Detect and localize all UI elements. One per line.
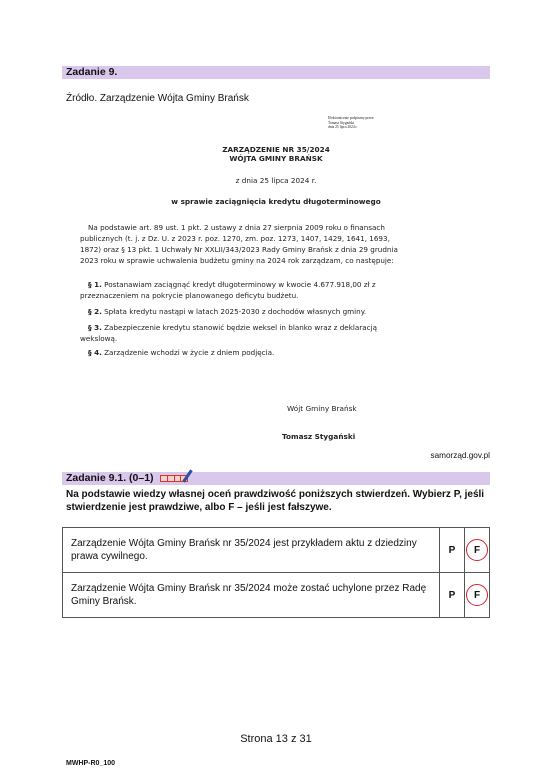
- decree-paragraph: [80, 322, 410, 344]
- electronic-signature-note: [328, 116, 374, 130]
- option-f[interactable]: [465, 573, 490, 618]
- signer-role: Wójt Gminy Brańsk: [287, 404, 357, 413]
- paragraph-text: Postanawiam zaciągnąć kredyt długoterminowy w kwocie 4.677.918,00 zł z przeznaczeniem na pokrycie planowanego deficytu budżetu.: [80, 280, 376, 300]
- subtask-instruction: Na podstawie wiedzy własnej oceń prawdziwość poniższych stwierdzeń. Wybierz P, jeśli stwierdzenie jest prawdziwe, albo F – jeśli jest fałszywe.: [66, 489, 485, 513]
- option-p[interactable]: [440, 573, 465, 618]
- decree-paragraph: [80, 306, 410, 317]
- statement-cell: Zarządzenie Wójta Gminy Brańsk nr 35/2024 jest przykładem aktu z dziedziny prawa cywilnego.: [63, 528, 440, 573]
- paragraph-mark: § 1.: [88, 280, 102, 289]
- decree-issuer: WÓJTA GMINY BRAŃSK: [229, 154, 323, 163]
- exam-code: MWHP-R0_100: [66, 760, 116, 767]
- paragraph-text: Spłata kredytu nastąpi w latach 2025-2030 z dochodów własnych gminy.: [104, 307, 367, 316]
- decree-subject: w sprawie zaciągnięcia kredytu długoterminowego: [171, 197, 381, 206]
- paragraph-text: Zarządzenie wchodzi w życie z dniem podjęcia.: [104, 348, 275, 357]
- option-p-label: P: [448, 589, 456, 601]
- source-credit: samorząd.gov.pl: [430, 451, 490, 460]
- signature-note-line: Elektronicznie podpisany przez:: [328, 116, 375, 120]
- paragraph-mark: § 2.: [88, 307, 102, 316]
- task-title: Zadanie 9.: [66, 66, 118, 78]
- selected-circle-icon: [466, 539, 488, 561]
- decree-preamble: Na podstawie art. 89 ust. 1 pkt. 2 ustawy z dnia 27 sierpnia 2009 roku o finansach publicznych (t. j. z Dz. U. z 2023 r. poz. 1270, zm. poz. 1273, 1407, 1429, 1641, 1693, 1872) oraz § 13 pkt. 1 Uchwały Nr XXLII/343/2023 Rady Gminy Brańsk z dnia 29 grudnia 2023 roku w sprawie uchwalenia budżetu gminy na 2024 rok zarządzam, co następuje:: [80, 223, 398, 265]
- paragraph-mark: § 4.: [88, 348, 102, 357]
- decree-date: z dnia 25 lipca 2024 r.: [235, 176, 317, 185]
- subtask-title: Zadanie 9.1. (0–1): [66, 472, 154, 484]
- true-false-table: [62, 527, 490, 618]
- selected-circle-icon: [466, 584, 488, 606]
- signature-note-line: dnia 25 lipca 2024 r.: [328, 125, 358, 130]
- option-f-label: F: [473, 590, 481, 601]
- signature-note-line: Tomasz Stygański: [328, 120, 355, 125]
- decree-paragraph: [80, 279, 410, 301]
- option-f[interactable]: [465, 528, 490, 573]
- option-f-label: F: [473, 545, 481, 556]
- page-number: Strona 13 z 31: [240, 733, 312, 745]
- source-line: Źródło. Zarządzenie Wójta Gminy Brańsk: [66, 93, 249, 104]
- decree-paragraph: [80, 347, 410, 358]
- decree-title: ZARZĄDZENIE NR 35/2024: [222, 145, 330, 154]
- table-row: [63, 573, 490, 618]
- task-header-bar: [62, 66, 490, 79]
- statement-cell: Zarządzenie Wójta Gminy Brańsk nr 35/2024 może zostać uchylone przez Radę Gminy Brańsk.: [63, 573, 440, 618]
- paragraph-mark: § 3.: [88, 323, 102, 332]
- option-p-label: P: [448, 544, 456, 556]
- option-p[interactable]: [440, 528, 465, 573]
- signer-name: Tomasz Stygański: [282, 432, 356, 441]
- paragraph-text: Zabezpieczenie kredytu stanowić będzie weksel in blanko wraz z deklaracją wekslową.: [80, 323, 377, 343]
- table-row: [63, 528, 490, 573]
